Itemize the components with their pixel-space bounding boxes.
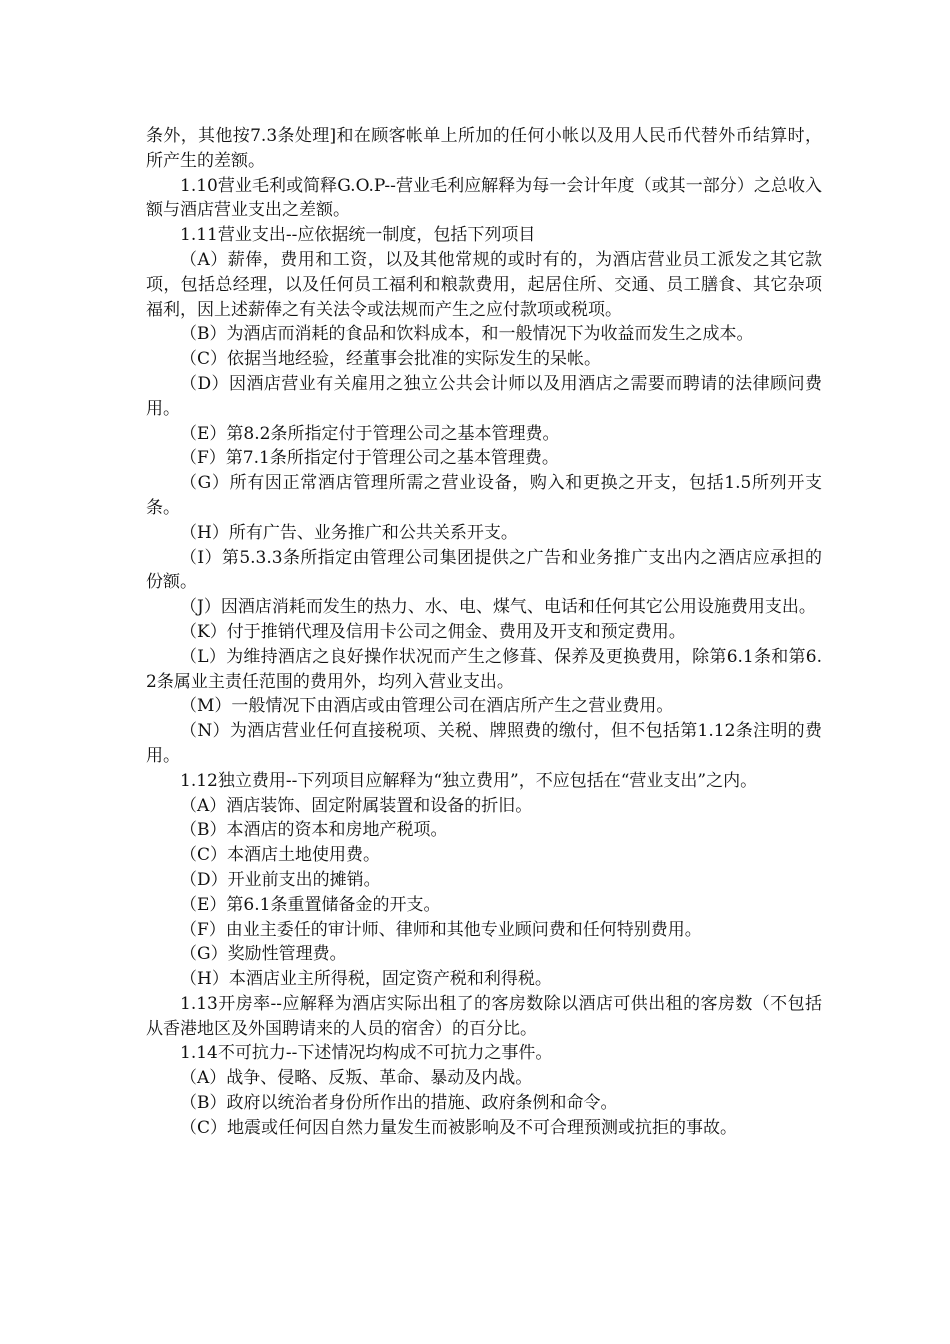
- paragraph: （B）政府以统治者身份所作出的措施、政府条例和命令。: [180, 1093, 618, 1114]
- paragraph: （G）奖励性管理费。: [180, 944, 347, 965]
- paragraph: （E）第8.2条所指定付于管理公司之基本管理费。: [180, 423, 560, 444]
- paragraph: （A）战争、侵略、反叛、革命、暴动及内战。: [180, 1068, 533, 1089]
- paragraph: 1.11营业支出--应依据统一制度，包括下列项目: [180, 225, 536, 246]
- paragraph: （H）本酒店业主所得税，固定资产税和利得税。: [180, 969, 552, 990]
- paragraph: （F）第7.1条所指定付于管理公司之基本管理费。: [180, 448, 559, 469]
- paragraph: （N）为酒店营业任何直接税项、关税、牌照费的缴付，但不包括第1.12条注明的费用。: [146, 721, 822, 766]
- paragraph: （F）由业主委任的审计师、律师和其他专业顾问费和任何特别费用。: [180, 919, 702, 940]
- paragraph: （B）为酒店而消耗的食品和饮料成本，和一般情况下为收益而发生之成本。: [180, 324, 754, 345]
- paragraph: （D）开业前支出的摊销。: [180, 869, 381, 890]
- document-body: [146, 124, 822, 1141]
- paragraph: （C）本酒店土地使用费。: [180, 845, 381, 866]
- paragraph: （B）本酒店的资本和房地产税项。: [180, 820, 448, 841]
- paragraph: （A）酒店装饰、固定附属装置和设备的折旧。: [180, 795, 533, 816]
- paragraph: （A）薪俸，费用和工资，以及其他常规的或时有的，为酒店营业员工派发之其它款项，包括总经理，以及任何员工福利和粮款费用，起居住所、交通、员工膳食、其它杂项福利，因上述薪俸之有关法令或法规而产生之应付款项或税项。: [146, 249, 822, 320]
- paragraph: （L）为维持酒店之良好操作状况而产生之修葺、保养及更换费用，除第6.1条和第6.2条属业主责任范围的费用外，均列入营业支出。: [146, 646, 822, 692]
- paragraph: （C）地震或任何因自然力量发生而被影响及不可合理预测或抗拒的事故。: [180, 1117, 738, 1138]
- paragraph: （H）所有广告、业务推广和公共关系开支。: [180, 522, 518, 543]
- paragraph: 1.10营业毛利或简释G.O.P--营业毛利应解释为每一会计年度（或其一部分）之总收入额与酒店营业支出之差额。: [146, 175, 822, 221]
- paragraph: （J）因酒店消耗而发生的热力、水、电、煤气、电话和任何其它公用设施费用支出。: [180, 597, 816, 618]
- paragraph: 条外，其他按7.3条处理]和在顾客帐单上所加的任何小帐以及用人民币代替外币结算时，所产生的差额。: [146, 126, 822, 171]
- paragraph: （G）所有因正常酒店管理所需之营业设备，购入和更换之开支，包括1.5所列开支条。: [146, 473, 822, 518]
- paragraph: （M）一般情况下由酒店或由管理公司在酒店所产生之营业费用。: [180, 696, 674, 717]
- paragraph: （D）因酒店营业有关雇用之独立公共会计师以及用酒店之需要而聘请的法律顾问费用。: [146, 373, 822, 419]
- paragraph: 1.12独立费用--下列项目应解释为“独立费用”，不应包括在“营业支出”之内。: [180, 770, 758, 791]
- paragraph: （K）付于推销代理及信用卡公司之佣金、费用及开支和预定费用。: [180, 621, 686, 642]
- paragraph: （C）依据当地经验，经董事会批准的实际发生的呆帐。: [180, 349, 602, 370]
- paragraph: 1.14不可抗力--下述情况均构成不可抗力之事件。: [180, 1043, 553, 1064]
- paragraph: 1.13开房率--应解释为酒店实际出租了的客房数除以酒店可供出租的客房数（不包括从香港地区及外国聘请来的人员的宿舍）的百分比。: [146, 993, 822, 1039]
- paragraph: （I）第5.3.3条所指定由管理公司集团提供之广告和业务推广支出内之酒店应承担的份额。: [146, 547, 822, 593]
- paragraph: （E）第6.1条重置储备金的开支。: [180, 894, 441, 915]
